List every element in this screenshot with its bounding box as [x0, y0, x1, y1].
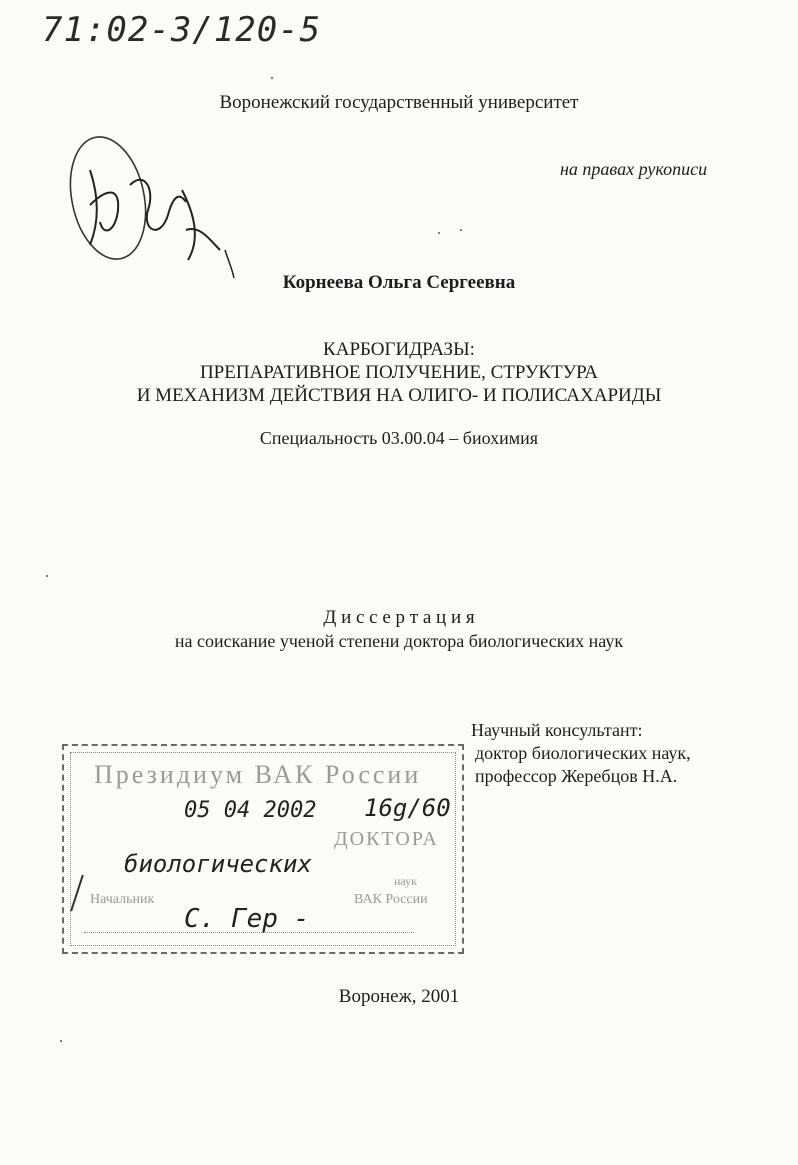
stamp-row3-mid: наук: [394, 874, 417, 888]
city-year: Воронеж, 2001: [338, 986, 460, 1007]
stamp-signature: С. Гер -: [184, 904, 310, 934]
vak-stamp: [62, 744, 464, 954]
stamp-field: биологических: [124, 850, 312, 878]
consultant-name: профессор Жеребцов Н.А.: [475, 766, 678, 786]
consultant-degree: доктор биологических наук,: [475, 743, 691, 763]
archive-code: 71:02-3/120-5: [42, 10, 322, 50]
stamp-date: 05 04 2002: [184, 798, 317, 823]
rights-note: на правах рукописи: [560, 159, 708, 179]
dissertation-title: [0, 338, 798, 407]
consultant-label: Научный консультант:: [471, 720, 643, 740]
author-name: Корнеева Ольга Сергеевна: [282, 272, 516, 293]
consultant-block: [471, 719, 691, 788]
stamp-row2-right: ДОКТОРА: [334, 828, 439, 850]
stamp-header: Президиум ВАК России: [94, 760, 422, 789]
document-type: Д и с с е р т а ц и я: [323, 607, 475, 628]
title-line: КАРБОГИДРАЗЫ:: [323, 339, 475, 360]
signature-monogram: [60, 130, 240, 280]
stamp-row3-left: Начальник: [90, 892, 155, 907]
title-line: ПРЕПАРАТИВНОЕ ПОЛУЧЕНИЕ, СТРУКТУРА: [199, 362, 599, 383]
university-name: Воронежский государственный университет: [219, 92, 579, 113]
scan-speck: [46, 575, 48, 577]
scan-speck: [460, 229, 462, 231]
degree-sought: на соискание ученой степени доктора биологических наук: [174, 631, 624, 651]
scan-speck: [60, 1040, 62, 1042]
stamp-row3-right: ВАК России: [354, 892, 428, 907]
specialty: Специальность 03.00.04 – биохимия: [259, 428, 539, 448]
scan-speck: [271, 77, 273, 79]
stamp-number: 16g/60: [364, 794, 451, 822]
title-line: И МЕХАНИЗМ ДЕЙСТВИЯ НА ОЛИГО- И ПОЛИСАХАРИДЫ: [136, 385, 662, 406]
scan-speck: [438, 232, 440, 234]
